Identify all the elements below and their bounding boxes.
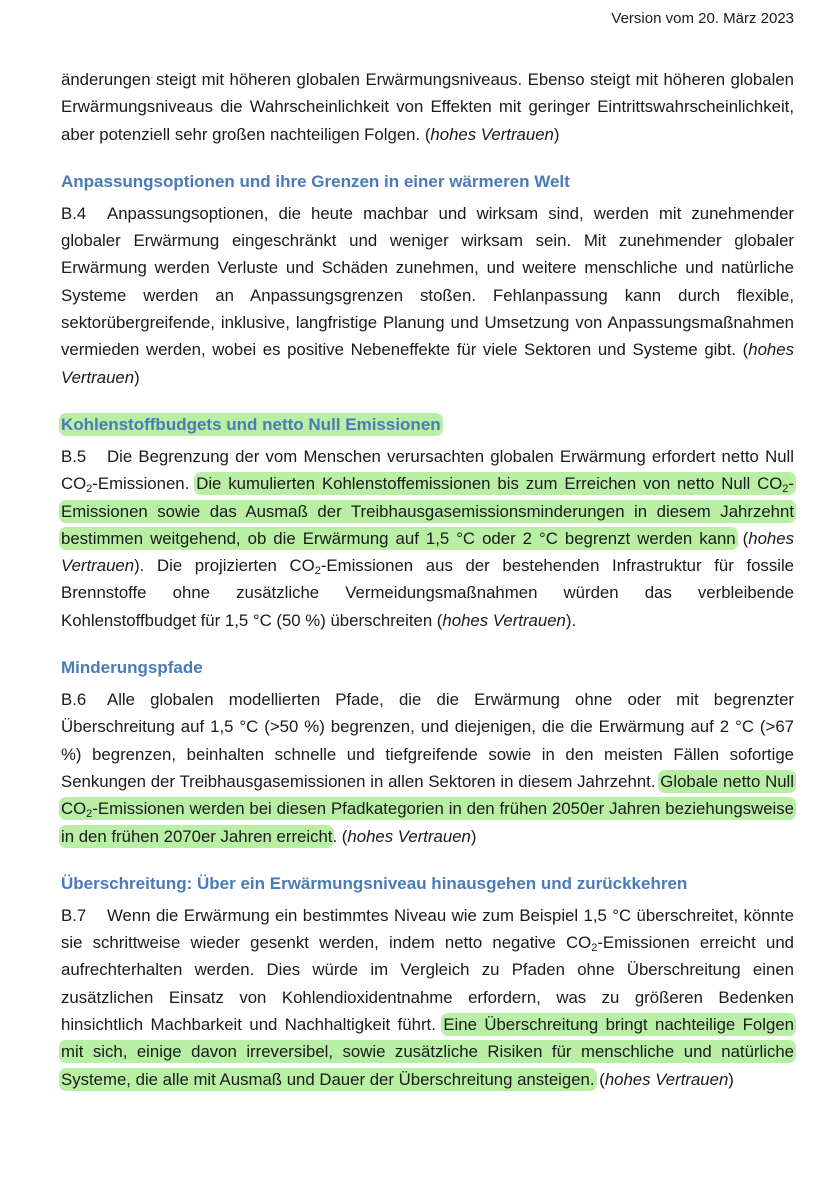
confidence-label: hohes Vertrauen: [61, 528, 794, 576]
paragraph-b6: B.6 Alle globalen modellierten Pfade, die die Erwärmung ohne oder mit begrenzter Überschreitung auf 1,5 °C (>50 %) begrenzen, und diejenigen, die die Erwärmung auf 2 °C (>67 %) begrenzen, beinhalten schnelle und tiefgreifende sowie in den meisten Fällen sofortige Senkungen der Treibhausgasemissionen in allen Sektoren in diesem Jahrzehnt. Globale netto Null $CO_2$-Emissionen werden bei diesen Pfadkategorien in den frühen 2050er Jahren beziehungsweise in den frühen 2070er Jahren erreicht. (hohes Vertrauen): [61, 686, 794, 850]
highlighted-text: Eine Überschreitung bringt nachteilige Folgen mit sich, einige davon irreversibel, sowie zusätzliche Risiken für menschliche und natürliche Systeme, die alle mit Ausmaß und Dauer der Überschreitung ansteigen.: [61, 1015, 794, 1089]
intro-paragraph: änderungen steigt mit höheren globalen Erwärmungsniveaus. Ebenso steigt mit höheren globalen Erwärmungsniveaus die Wahrscheinlichkeit von Effekten mit geringer Eintrittswahrscheinlichkeit, aber potenziell sehr großen nachteiligen Folgen. (hohes Vertrauen): [61, 70, 794, 144]
paragraph-number: B.7: [61, 905, 87, 925]
section-heading-b6: Minderungspfade: [61, 658, 203, 678]
document-body: [61, 66, 794, 1093]
version-header: Version vom 20. März 2023: [611, 10, 794, 27]
intro-text: änderungen steigt mit höheren globalen Erwärmungsniveaus. Ebenso steigt mit höheren globalen Erwärmungsniveaus die Wahrscheinlichkeit von Effekten mit geringer Eintrittswahrscheinlichkeit, aber potenziell sehr großen nachteiligen Folgen. (: [61, 70, 794, 144]
highlighted-text: Die kumulierten Kohlenstoffemissionen bis zum Erreichen von netto Null $CO_2$-Emissionen sowie das Ausmaß der Treibhausgasemissionsminderungen in diesem Jahrzehnt bestimmen weitgehend, ob die Erwärmung auf 1,5 °C oder 2 °C begrenzt werden kann: [61, 474, 795, 548]
section-heading-b5: [61, 411, 794, 438]
paragraph-number: B.6: [61, 690, 87, 710]
paragraph-number: B.4: [61, 203, 87, 223]
paragraph-number: B.5: [61, 446, 87, 466]
highlighted-heading: Kohlenstoffbudgets und netto Null Emissionen: [61, 414, 441, 434]
section-heading-b7: Überschreitung: Über ein Erwärmungsniveau hinausgehen und zurückkehren: [61, 873, 688, 893]
highlighted-text: Globale netto Null $CO_2$-Emissionen werden bei diesen Pfadkategorien in den frühen 2050er Jahren beziehungsweise in den frühen 2070er Jahren erreicht: [61, 771, 794, 846]
paragraph-b7: B.7 Wenn die Erwärmung ein bestimmtes Niveau wie zum Beispiel 1,5 °C überschreitet, könnte sie schrittweise wieder gesenkt werden, indem netto negative $CO_2$-Emissionen erreicht und aufrechterhalten werden. Dies würde im Vergleich zu Pfaden ohne Überschreitung einen zusätzlichen Einsatz von Kohlendioxidentnahme erfordern, was zu größeren Bedenken hinsichtlich Machbarkeit und Nachhaltigkeit führt. Eine Überschreitung bringt nachteilige Folgen mit sich, einige davon irreversibel, sowie zusätzliche Risiken für menschliche und natürliche Systeme, die alle mit Ausmaß und Dauer der Überschreitung ansteigen. (hohes Vertrauen): [61, 902, 794, 1093]
confidence-label: hohes Vertrauen: [430, 124, 554, 144]
confidence-label: hohes Vertrauen: [604, 1069, 729, 1089]
paragraph-b4: B.4 Anpassungsoptionen, die heute machbar und wirksam sind, werden mit zunehmender globaler Erwärmung eingeschränkt und weniger wirksam sein. Mit zunehmender globaler Erwärmung werden Verluste und Schäden zunehmen, und weitere menschliche und natürliche Systeme werden an Anpassungsgrenzen stoßen. Fehlanpassung kann durch flexible, sektorübergreifende, inklusive, langfristige Planung und Umsetzung von Anpassungsmaßnahmen vermieden werden, wobei es positive Nebeneffekte für viele Sektoren und Systeme gibt. (hohes Vertrauen): [61, 200, 794, 391]
confidence-label: hohes Vertrauen: [61, 340, 794, 387]
paragraph-b5: B.5 Die Begrenzung der vom Menschen verursachten globalen Erwärmung erfordert netto Null $CO_2$-Emissionen. Die kumulierten Kohlenstoffemissionen bis zum Erreichen von netto Null $CO_2$-Emissionen sowie das Ausmaß der Treibhausgasemissionsminderungen in diesem Jahrzehnt bestimmen weitgehend, ob die Erwärmung auf 1,5 °C oder 2 °C begrenzt werden kann (hohes Vertrauen). Die projizierten $CO_2$-Emissionen aus der bestehenden Infrastruktur für fossile Brennstoffe ohne zusätzliche Vermeidungsmaßnahmen würden das verbleibende Kohlenstoffbudget für 1,5 °C (50 %) überschreiten (hohes Vertrauen).: [61, 443, 794, 634]
confidence-label: hohes Vertrauen: [347, 826, 471, 846]
section-heading-b4: Anpassungsoptionen und ihre Grenzen in einer wärmeren Welt: [61, 171, 570, 191]
confidence-label: hohes Vertrauen: [442, 610, 566, 630]
